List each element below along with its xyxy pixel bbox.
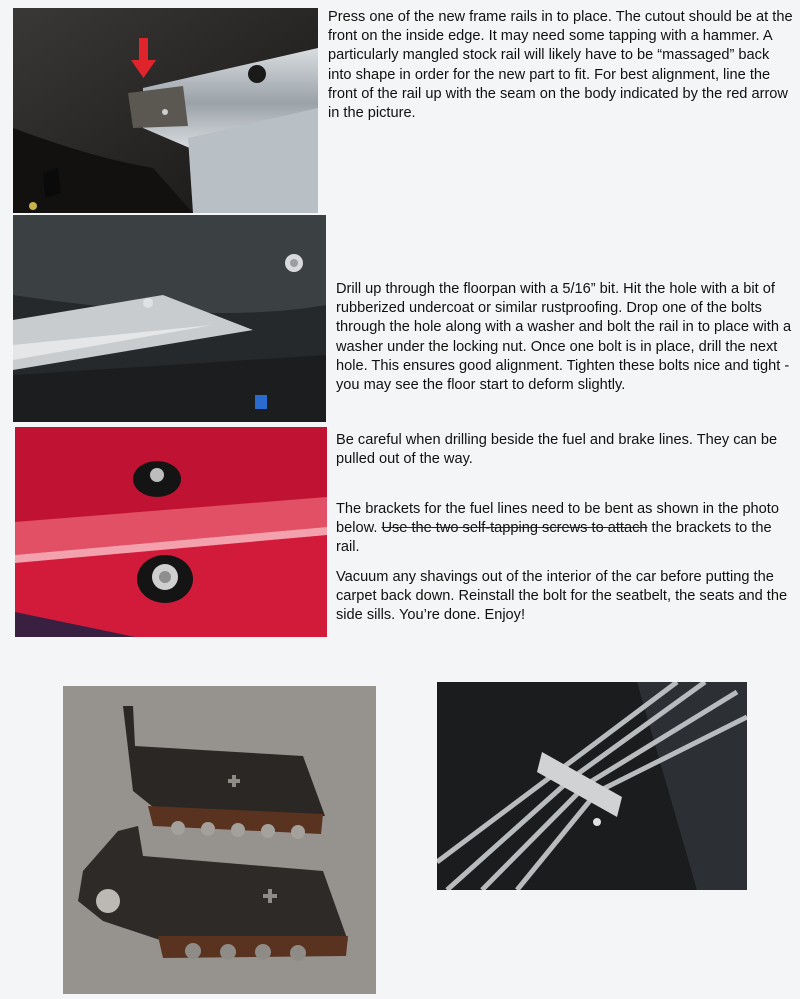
fuel-line-brackets-photo bbox=[63, 686, 376, 994]
brackets-text: The brackets for the fuel lines need to be bent as shown in the photo below. bbox=[336, 501, 779, 537]
paragraph-fuel-line-caution: Be careful when drilling beside the fuel and brake lines. They can be pulled out of the way. bbox=[336, 432, 778, 468]
brackets-text-end: the brackets to the rail. bbox=[336, 520, 772, 556]
paragraph-brackets bbox=[336, 500, 796, 558]
paragraph-drill-bolts: Drill up through the floorpan with a 5/16” bit. Hit the hole with a bit of rubberized undercoat or similar rustproofing. Drop one of the bolts through the hole along with a washer and bolt the rail in to place with a washer under the locking nut. Once one bolt is in place, drill the next hole. This ensures good alignment. Tighten these bolts nice and tight - you may see the floor start to deform slightly. bbox=[336, 281, 792, 394]
paragraph-finish: Vacuum any shavings out of the interior of the car before putting the carpet back down. Reinstall the bolt for the seatbelt, the seats and the side sills. You’re done. Enjoy! bbox=[336, 569, 788, 624]
red-floor-photo bbox=[15, 427, 327, 637]
paragraph-rail-install: Press one of the new frame rails in to place. The cutout should be at the front on the inside edge. It may need some tapping with a hammer. A particularly mangled stock rail will likely have to be “massaged” back into shape in order for the new part to fit. For best alignment, line the front of the rail up with the seam on the body indicated by the red arrow in the picture. bbox=[328, 9, 793, 122]
floorpan-bolt-photo bbox=[13, 215, 326, 422]
frame-rail-photo bbox=[13, 8, 318, 213]
fuel-lines-installed-photo bbox=[437, 682, 747, 890]
struck-out-text: Use the two self-tapping screws to attach bbox=[381, 520, 648, 537]
